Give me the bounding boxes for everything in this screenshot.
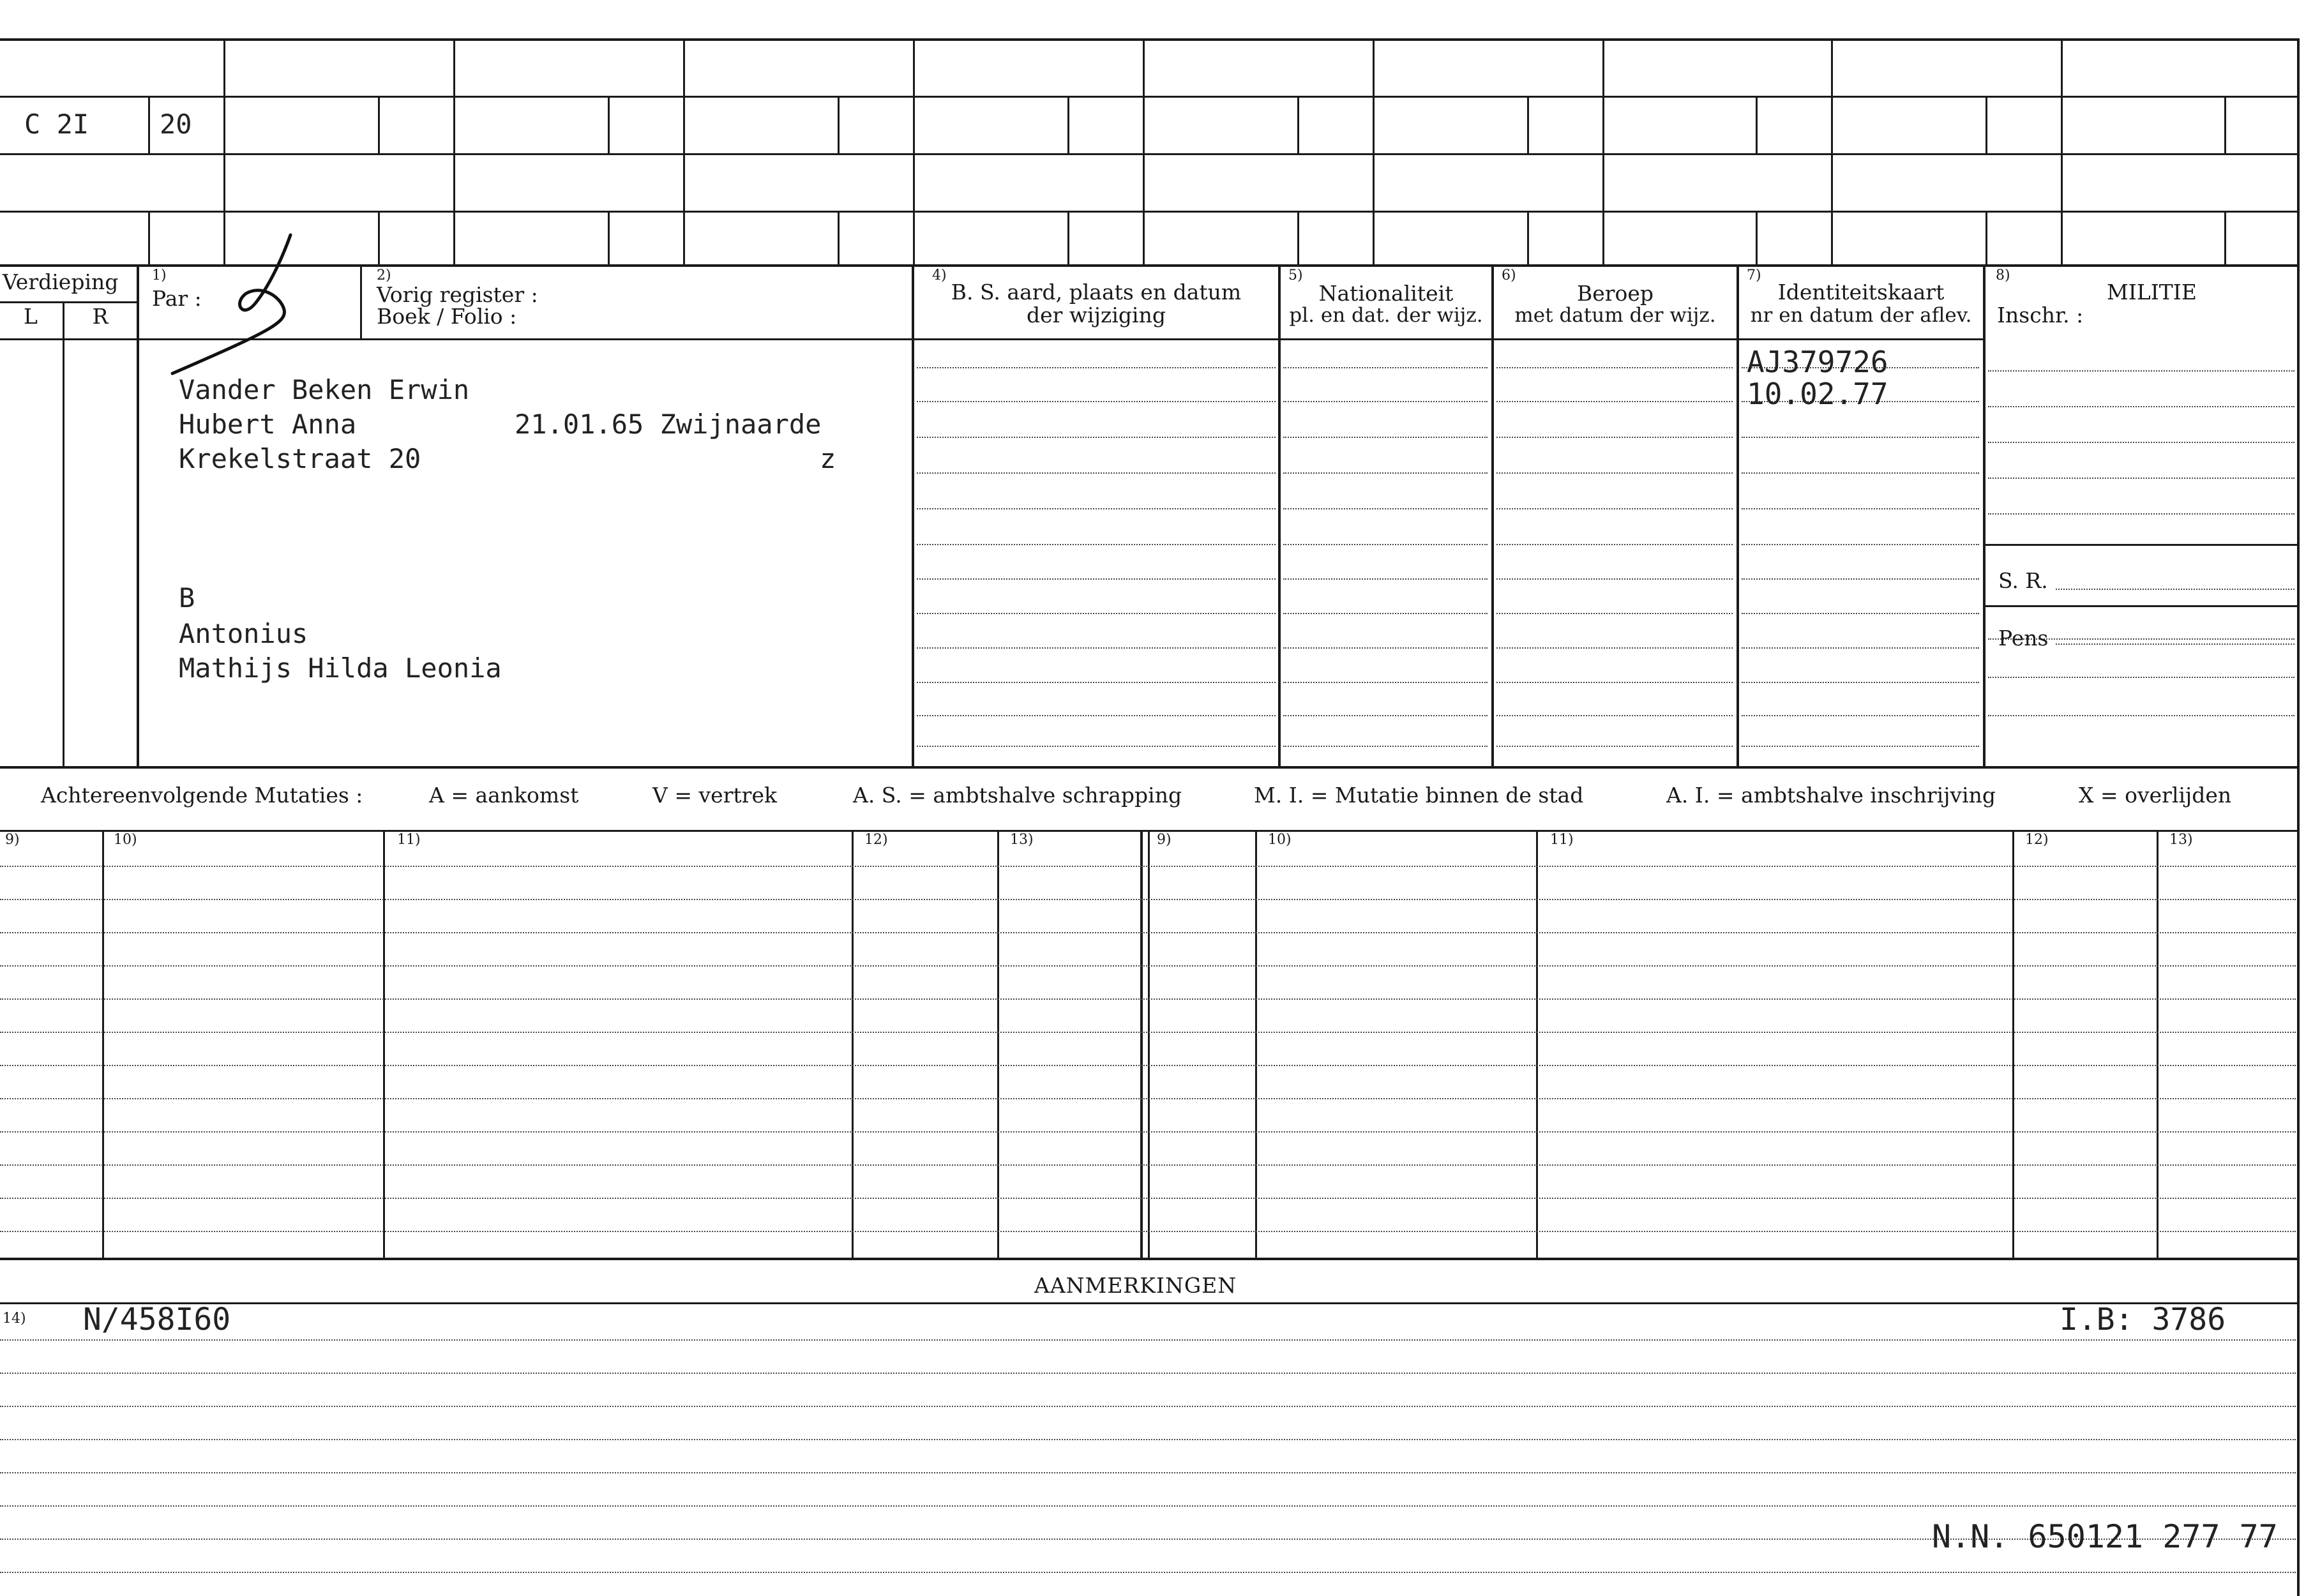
col-num-2: 2): [377, 267, 391, 283]
mut-col-13b: 13): [2169, 832, 2193, 848]
col-line-nat: [1278, 266, 1281, 766]
grid-sub-line: [838, 211, 840, 264]
mutation-col-line: [852, 830, 854, 1259]
id-card-number: AJ379726: [1747, 345, 1888, 379]
id-card-date: 10.02.77: [1747, 377, 1888, 411]
grid-sub-line: [1297, 96, 1299, 153]
grid-col-line: [1143, 40, 1145, 266]
col-num-7: 7): [1747, 267, 1761, 283]
grid-row-line: [0, 211, 2298, 213]
grid-row-line: [0, 153, 2298, 155]
mutation-col-line: [383, 830, 385, 1259]
person-b: B: [179, 582, 195, 614]
header-bottom-border: [0, 264, 2298, 267]
mut-col-9b: 9): [1157, 832, 1172, 848]
col-line-register: [360, 266, 362, 338]
remarks-ref: N/458I60: [83, 1302, 231, 1337]
grid-col-line: [683, 40, 685, 266]
nn-number: N.N. 650121 277 77: [1932, 1518, 2278, 1555]
mutation-col-line: [997, 830, 999, 1259]
mutation-col-line: [1536, 830, 1538, 1259]
mutation-center-line: [1140, 830, 1143, 1259]
sr-label: S. R.: [1998, 568, 2048, 593]
grid-col-line: [2061, 40, 2063, 266]
id-header-line2: nr en datum der aflev.: [1750, 304, 1972, 327]
pens-label: Pens: [1998, 626, 2049, 651]
mut-col-10: 10): [114, 832, 137, 848]
grid-sub-line: [1297, 211, 1299, 264]
grid-sub-line: [1756, 211, 1758, 264]
col-num-1: 1): [152, 267, 167, 283]
grid-sub-line: [1985, 96, 1987, 153]
mutation-col-line: [2157, 830, 2159, 1259]
par-label: Par :: [152, 286, 202, 311]
mut-col-10b: 10): [1268, 832, 1292, 848]
grid-row-line: [0, 96, 2298, 98]
beroep-header-line1: Beroep: [1576, 281, 1654, 306]
person-address: Krekelstraat 20: [179, 443, 421, 474]
grid-sub-line: [1527, 96, 1529, 153]
grid-sub-line: [608, 96, 610, 153]
grid-col-line: [913, 40, 915, 266]
person-first-names: Hubert Anna: [179, 409, 357, 440]
vorig-register-label: Vorig register :: [377, 282, 538, 307]
bs-header-line2: der wijziging: [1027, 303, 1166, 327]
mutation-col-line: [1255, 830, 1257, 1259]
grid-sub-line: [378, 96, 380, 153]
legend-a: A = aankomst: [429, 783, 579, 808]
verdieping-divider: [0, 301, 138, 303]
grid-col-line: [453, 40, 455, 266]
mutations-label: Achtereenvolgende Mutaties :: [41, 783, 363, 808]
legend-ai: A. I. = ambtshalve inschrijving: [1666, 783, 1996, 808]
main-bottom-border: [0, 766, 2298, 769]
mutation-col-line: [2012, 830, 2014, 1259]
grid-sub-line: [2224, 96, 2226, 153]
person-mother: Mathijs Hilda Leonia: [179, 652, 502, 684]
mut-col-12b: 12): [2025, 832, 2049, 848]
col-num-5: 5): [1288, 267, 1303, 283]
col-num-6: 6): [1502, 267, 1516, 283]
person-name: Vander Beken Erwin: [179, 374, 470, 405]
person-birth: 21.01.65 Zwijnaarde: [515, 409, 822, 440]
militie-label: MILITIE: [2107, 280, 2197, 305]
register-number: 20: [160, 109, 192, 140]
verdieping-label: Verdieping: [3, 269, 119, 294]
grid-sub-line: [838, 96, 840, 153]
grid-sub-line: [148, 211, 150, 264]
nat-header-line1: Nationaliteit: [1318, 281, 1454, 306]
grid-sub-line: [1067, 96, 1069, 153]
r-label: R: [92, 304, 109, 329]
grid-sub-line: [378, 211, 380, 264]
remarks-num: 14): [3, 1311, 26, 1327]
remarks-ib: I.B: 3786: [2060, 1302, 2226, 1337]
mutation-col-line: [102, 830, 104, 1259]
remarks-title: AANMERKINGEN: [1034, 1273, 1237, 1298]
remarks-top: [0, 1302, 2298, 1304]
grid-sub-line: [2224, 211, 2226, 264]
col-line-par: [137, 266, 139, 766]
grid-col-line: [1602, 40, 1604, 266]
militie-divider: [1983, 544, 2298, 546]
top-border: [0, 38, 2298, 41]
id-header-line1: Identiteitskaart: [1777, 280, 1945, 305]
militie-divider: [1983, 605, 2298, 607]
beroep-header-line2: met datum der wijz.: [1514, 304, 1716, 327]
legend-mi: M. I. = Mutatie binnen de stad: [1254, 783, 1584, 808]
mut-col-9: 9): [5, 832, 20, 848]
handwritten-mark: [160, 223, 326, 383]
code-cell-divider: [148, 102, 150, 147]
grid-col-line: [1373, 40, 1375, 266]
person-marker: z: [820, 443, 836, 474]
legend-v: V = vertrek: [652, 783, 777, 808]
nat-header-line2: pl. en dat. der wijz.: [1289, 304, 1483, 327]
mutation-center-line: [1148, 830, 1150, 1259]
col-num-8: 8): [1996, 267, 2010, 283]
boek-folio-label: Boek / Folio :: [377, 304, 517, 329]
mut-col-13: 13): [1010, 832, 1034, 848]
l-label: L: [24, 304, 38, 329]
grid-sub-line: [1527, 211, 1529, 264]
grid-sub-line: [1067, 211, 1069, 264]
col-line-id: [1737, 266, 1739, 766]
col-line-bs: [912, 266, 914, 766]
person-father: Antonius: [179, 618, 308, 649]
register-code: C 2I: [24, 109, 89, 140]
grid-col-line: [1831, 40, 1833, 266]
right-border: [2297, 38, 2300, 1596]
legend-as: A. S. = ambtshalve schrapping: [853, 783, 1182, 808]
mut-col-11: 11): [397, 832, 421, 848]
col-line-l-r: [63, 303, 64, 766]
grid-sub-line: [1756, 96, 1758, 153]
col-line-beroep: [1491, 266, 1494, 766]
mut-col-12: 12): [864, 832, 888, 848]
grid-sub-line: [1985, 211, 1987, 264]
mut-col-11b: 11): [1550, 832, 1574, 848]
legend-x: X = overlijden: [2079, 783, 2232, 808]
bs-header-line1: B. S. aard, plaats en datum: [951, 280, 1242, 305]
col-line-militie: [1983, 266, 1985, 766]
grid-sub-line: [608, 211, 610, 264]
inschr-label: Inschr. :: [1997, 303, 2084, 327]
col-num-4: 4): [932, 267, 947, 283]
